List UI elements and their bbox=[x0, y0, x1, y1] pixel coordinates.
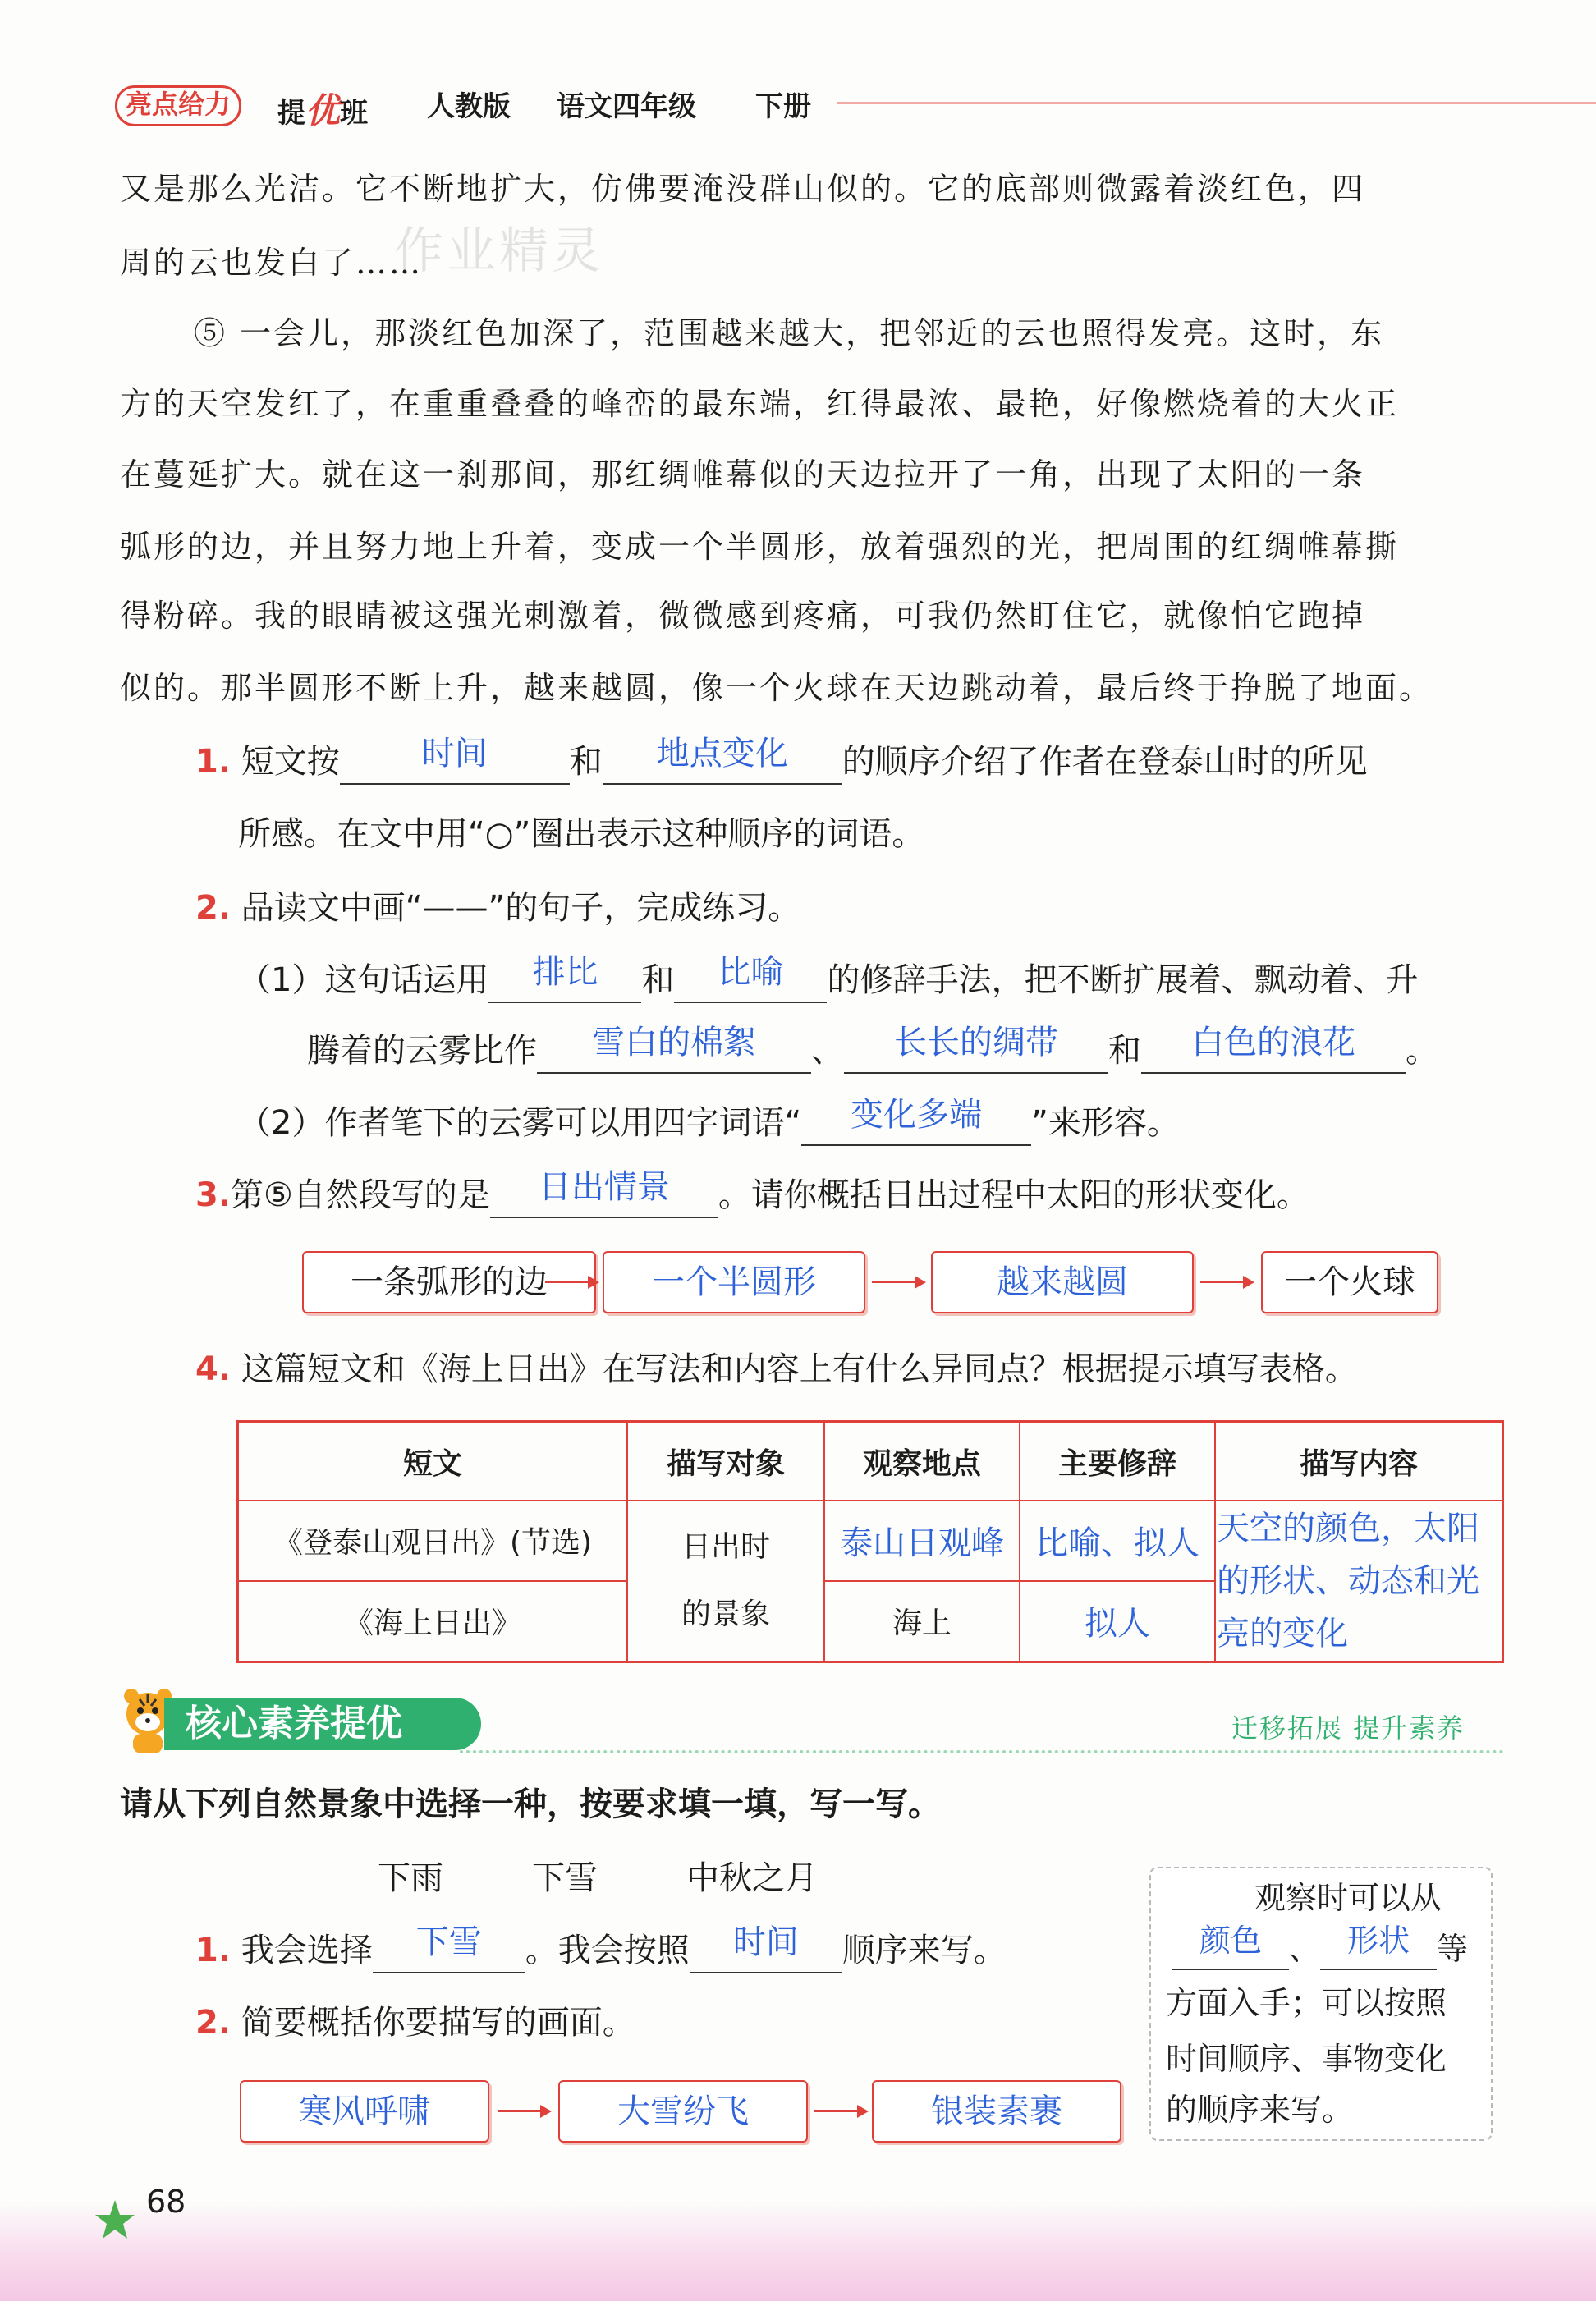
question-2-part-2: （2）作者笔下的云雾可以用四字词语“ 变化多端 ”来形容。 bbox=[238, 1100, 1180, 1146]
flow-arrow bbox=[1200, 1281, 1251, 1283]
flow-box[interactable]: 越来越圆 bbox=[931, 1251, 1194, 1313]
question-2-part-1-line2: 腾着的云雾比作 雪白的棉絮 、 长长的绸带 和 白色的浪花 。 bbox=[307, 1028, 1438, 1074]
section-divider bbox=[460, 1750, 1504, 1753]
answer-cell[interactable]: 拟人 bbox=[1020, 1581, 1215, 1662]
flow-box: 一个火球 bbox=[1261, 1251, 1438, 1313]
tip-line: 观察时可以从 bbox=[1254, 1880, 1442, 1916]
passage-line: 方的天空发红了，在重重叠叠的峰峦的最东端，红得最浓、最艳，好像燃烧着的大火正 bbox=[120, 386, 1400, 422]
answer-blank[interactable]: 排比 bbox=[488, 959, 641, 1003]
table-header: 描写内容 bbox=[1215, 1422, 1503, 1501]
answer-blank[interactable]: 雪白的棉絮 bbox=[537, 1029, 811, 1074]
table-row bbox=[238, 1501, 1503, 1581]
answer-blank[interactable]: 白色的浪花 bbox=[1141, 1029, 1406, 1074]
question-4: 4. 这篇短文和《海上日出》在写法和内容上有什么异同点？根据提示填写表格。 bbox=[195, 1350, 1358, 1388]
page-number: 68 bbox=[146, 2184, 186, 2220]
tip-line: 时间顺序、事物变化 bbox=[1166, 2041, 1447, 2077]
header-divider bbox=[837, 102, 1596, 104]
section-question-1: 1. 我会选择 下雪 。我会按照 时间 顺序来写。 bbox=[195, 1927, 1007, 1973]
table-header-row bbox=[238, 1422, 1503, 1501]
section-subtitle: 迁移拓展 提升素养 bbox=[1231, 1712, 1465, 1744]
tip-box bbox=[1149, 1867, 1493, 2141]
edition: 人教版 bbox=[427, 90, 511, 123]
volume: 下册 bbox=[755, 90, 811, 123]
footer-band bbox=[0, 2200, 1596, 2301]
question-2-part-1: （1）这句话运用 排比 和 比喻 的修辞手法，把不断扩展着、飘动着、升 bbox=[238, 957, 1418, 1003]
flow-box[interactable]: 一个半圆形 bbox=[603, 1251, 865, 1313]
passage-line: ⑤ 一会儿，那淡红色加深了，范围越来越大，把邻近的云也照得发亮。这时，东 bbox=[194, 315, 1385, 351]
answer-cell[interactable]: 比喻、拟人 bbox=[1020, 1501, 1215, 1581]
flow-arrow bbox=[872, 1281, 923, 1283]
flow-box[interactable]: 银装素裹 bbox=[872, 2080, 1121, 2143]
option: 下雪 bbox=[532, 1859, 598, 1897]
table-cell: 《登泰山观日出》(节选) bbox=[238, 1501, 628, 1581]
answer-blank[interactable]: 下雪 bbox=[373, 1929, 525, 1973]
answer-blank[interactable]: 形状 bbox=[1320, 1929, 1437, 1970]
answer-blank[interactable]: 时间 bbox=[340, 740, 570, 785]
answer-blank[interactable]: 时间 bbox=[690, 1929, 842, 1973]
table-header: 短文 bbox=[238, 1422, 628, 1501]
table-cell: 海上 bbox=[824, 1581, 1020, 1662]
flow-box[interactable]: 寒风呼啸 bbox=[240, 2080, 489, 2143]
section-banner: 核心素养提优 bbox=[164, 1698, 481, 1750]
question-1: 1. 短文按 时间 和 地点变化 的顺序介绍了作者在登泰山时的所见 bbox=[195, 739, 1368, 785]
flow-box: 一条弧形的边 bbox=[302, 1251, 596, 1313]
passage-line: 似的。那半圆形不断上升，越来越圆，像一个火球在天边跳动着，最后终于挣脱了地面。 bbox=[120, 670, 1433, 706]
series-name: 提优班 bbox=[277, 90, 369, 131]
flow-box[interactable]: 大雪纷飞 bbox=[558, 2080, 808, 2143]
passage-line: 在蔓延扩大。就在这一刹那间，那红绸帷幕似的天边拉开了一角，出现了太阳的一条 bbox=[120, 456, 1366, 493]
watermark: 作业精灵 bbox=[394, 222, 604, 280]
answer-blank[interactable]: 地点变化 bbox=[603, 740, 842, 785]
passage-line: 周的云也发白了…… bbox=[120, 245, 424, 281]
comparison-table bbox=[236, 1420, 1504, 1663]
question-1-line2: 所感。在文中用“○”圈出表示这种顺序的词语。 bbox=[238, 815, 925, 853]
table-header: 观察地点 bbox=[824, 1422, 1020, 1501]
flow-arrow bbox=[545, 1281, 596, 1283]
flow-arrow bbox=[498, 2110, 548, 2112]
table-cell: 《海上日出》 bbox=[238, 1581, 628, 1662]
tip-line: 的顺序来写。 bbox=[1166, 2092, 1354, 2128]
option: 中秋之月 bbox=[686, 1859, 818, 1897]
subject: 语文四年级 bbox=[557, 90, 696, 123]
answer-cell[interactable]: 泰山日观峰 bbox=[824, 1501, 1020, 1581]
answer-blank[interactable]: 变化多端 bbox=[801, 1102, 1031, 1146]
tip-line: 方面入手；可以按照 bbox=[1166, 1985, 1447, 2021]
answer-blank[interactable]: 日出情景 bbox=[490, 1174, 718, 1218]
answer-blank[interactable]: 颜色 bbox=[1172, 1929, 1289, 1970]
flow-arrow bbox=[814, 2110, 865, 2112]
section-question-2: 2. 简要概括你要描写的画面。 bbox=[195, 2004, 635, 2042]
answer-blank[interactable]: 比喻 bbox=[674, 959, 827, 1003]
answer-cell[interactable]: 天空的颜色，太阳 的形状、动态和光 亮的变化 bbox=[1215, 1501, 1503, 1662]
section-instruction: 请从下列自然景象中选择一种，按要求填一填，写一写。 bbox=[120, 1785, 941, 1823]
answer-blank[interactable]: 长长的绸带 bbox=[844, 1029, 1108, 1074]
question-3: 3.第⑤自然段写的是 日出情景 。请你概括日出过程中太阳的形状变化。 bbox=[195, 1172, 1309, 1218]
passage-line: 又是那么光洁。它不断地扩大，仿佛要淹没群山似的。它的底部则微露着淡红色，四 bbox=[120, 171, 1366, 207]
tip-line: 颜色 、 形状 等 bbox=[1172, 1924, 1468, 1973]
passage-line: 得粉碎。我的眼睛被这强光刺激着，微微感到疼痛，可我仍然盯住它，就像怕它跑掉 bbox=[120, 598, 1366, 634]
question-2: 2. 品读文中画“——”的句子，完成练习。 bbox=[195, 889, 801, 927]
table-header: 主要修辞 bbox=[1020, 1422, 1215, 1501]
passage-line: 弧形的边，并且努力地上升着，变成一个半圆形，放着强烈的光，把周围的红绸帷幕撕 bbox=[120, 529, 1400, 565]
option: 下雨 bbox=[378, 1859, 443, 1897]
brand-badge: 亮点给力 bbox=[115, 85, 241, 126]
table-header: 描写对象 bbox=[627, 1422, 824, 1501]
page-header bbox=[115, 79, 1511, 131]
table-cell-object: 日出时 的景象 bbox=[627, 1501, 824, 1662]
star-icon bbox=[92, 2197, 138, 2243]
